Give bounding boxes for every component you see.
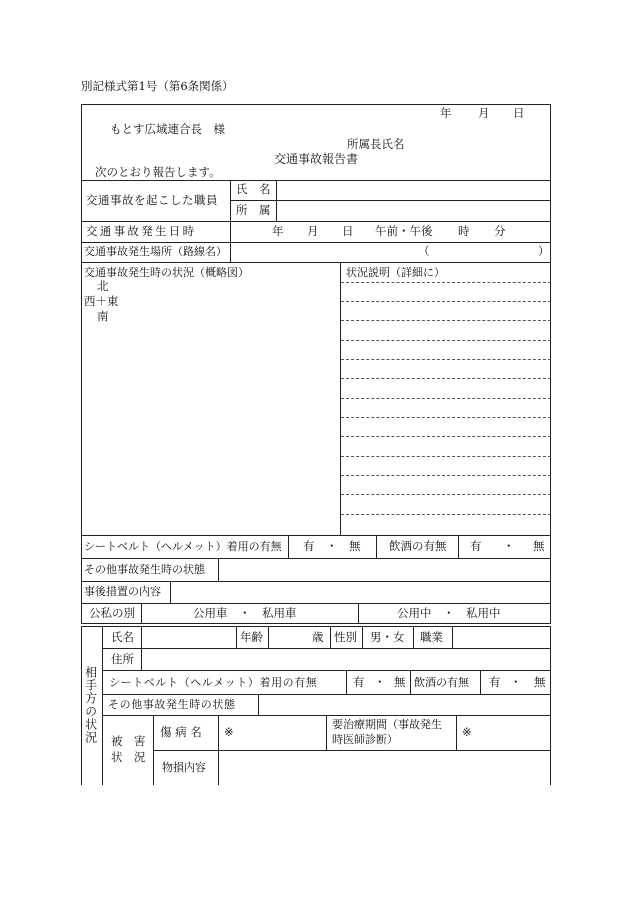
- description-label: 状況説明（詳細に）: [346, 266, 445, 279]
- alcohol-no[interactable]: 無: [533, 539, 545, 553]
- location-close-paren: ）: [538, 244, 550, 258]
- datetime-minute: 分: [494, 224, 506, 238]
- opponent-sex-value[interactable]: 男・女: [370, 630, 405, 644]
- rule: [452, 626, 453, 648]
- opponent-seatbelt-label: シートベルト（ヘルメット）着用の有無: [109, 676, 318, 689]
- rule: [218, 558, 219, 581]
- employee-label: 交通事故を起こした職員: [86, 193, 218, 207]
- rule: [141, 603, 142, 624]
- opponent-other-state-label: その他事故発生時の状態: [108, 698, 236, 711]
- opponent-age-label: 年齢: [240, 630, 263, 644]
- rule: [141, 626, 142, 648]
- location-field[interactable]: [432, 244, 536, 261]
- opponent-sex-label: 性別: [334, 630, 357, 644]
- seatbelt-no[interactable]: 無: [349, 539, 361, 553]
- sketch-label: 交通事故発生時の状況（概略図）: [84, 266, 249, 279]
- description-field[interactable]: [342, 283, 549, 533]
- datetime-label: 交通事故発生日時: [86, 224, 197, 238]
- alcohol-label: 飲酒の有無: [389, 539, 447, 553]
- opponent-address-field[interactable]: [143, 650, 549, 669]
- rule: [81, 626, 82, 785]
- alcohol-yes[interactable]: 有: [470, 539, 482, 553]
- rule: [81, 221, 551, 222]
- opponent-seatbelt-no[interactable]: 無: [394, 675, 406, 689]
- treatment-mark: ※: [462, 725, 472, 739]
- datetime-day: 日: [342, 224, 354, 238]
- rule: [230, 180, 231, 221]
- addressee: もとす広域連合長 様: [110, 122, 225, 136]
- rule: [153, 750, 551, 751]
- rule: [102, 626, 103, 785]
- rule: [81, 180, 551, 181]
- rule: [358, 603, 359, 624]
- opponent-seatbelt-separator: ・: [374, 675, 386, 689]
- other-state-label: その他事故発生時の状態: [84, 563, 205, 576]
- rule: [258, 694, 259, 715]
- rule: [170, 581, 171, 603]
- rule: [480, 670, 481, 694]
- rule: [268, 626, 269, 648]
- opponent-name-field[interactable]: [143, 628, 234, 647]
- rule: [550, 626, 551, 785]
- sender-label: 所属長氏名: [347, 137, 405, 151]
- opponent-seatbelt-yes[interactable]: 有: [353, 675, 365, 689]
- rule: [346, 670, 347, 694]
- injury-label: 傷 病 名: [160, 725, 202, 739]
- injury-mark: ※: [224, 725, 234, 739]
- property-label: 物損内容: [162, 761, 206, 774]
- compass-west-east: 西＋東: [84, 294, 119, 308]
- rule: [102, 670, 551, 671]
- opponent-name-label: 氏名: [111, 630, 134, 644]
- seatbelt-separator: ・: [326, 539, 338, 553]
- rule: [81, 626, 551, 627]
- opponent-address-label: 住所: [111, 652, 134, 666]
- other-state-field[interactable]: [220, 560, 549, 580]
- date-year: 年: [440, 106, 452, 120]
- employee-name-label: 氏 名: [236, 182, 271, 196]
- datetime-ampm: 午前・午後: [375, 224, 433, 238]
- public-private-label: 公私の別: [89, 606, 135, 620]
- rule: [81, 262, 551, 263]
- opponent-side-label: 相手方の状況: [83, 666, 98, 744]
- rule: [326, 715, 327, 750]
- rule: [236, 626, 237, 648]
- rule: [102, 648, 551, 649]
- opponent-other-state-field[interactable]: [260, 696, 549, 714]
- vehicle-type[interactable]: 公用車 ・ 私用車: [193, 606, 297, 620]
- seatbelt-label: シートベルト（ヘルメット）着用の有無: [84, 540, 282, 553]
- damage-label-line1: 被 害: [111, 734, 146, 748]
- opponent-alcohol-no[interactable]: 無: [534, 675, 546, 689]
- damage-label-line2: 状 況: [111, 750, 146, 764]
- seatbelt-yes[interactable]: 有: [303, 539, 315, 553]
- aftercare-field[interactable]: [172, 583, 549, 602]
- injury-field[interactable]: [238, 717, 324, 749]
- rule: [413, 626, 414, 648]
- rule: [141, 648, 142, 670]
- employee-dept-label: 所 属: [236, 203, 271, 217]
- rule: [330, 626, 331, 648]
- location-open-paren: （: [418, 244, 430, 258]
- treatment-label-line1: 要治療期間（事故発生: [332, 718, 442, 731]
- aftercare-label: 事後措置の内容: [84, 585, 161, 598]
- duty-type[interactable]: 公用中 ・ 私用中: [397, 606, 501, 620]
- employee-dept-field[interactable]: [278, 202, 549, 220]
- rule: [276, 180, 277, 221]
- rule: [456, 715, 457, 750]
- rule: [230, 200, 551, 201]
- rule: [362, 626, 363, 648]
- rule: [81, 558, 551, 559]
- sketch-canvas[interactable]: [82, 326, 338, 532]
- rule: [81, 242, 551, 243]
- date-day: 日: [513, 106, 525, 120]
- doc-title: 交通事故報告書: [274, 152, 359, 166]
- opponent-alcohol-yes[interactable]: 有: [489, 675, 501, 689]
- compass-north: 北: [97, 279, 109, 293]
- datetime-hour: 時: [458, 224, 470, 238]
- rule: [102, 694, 551, 695]
- rule: [376, 535, 377, 558]
- property-field[interactable]: [220, 752, 549, 784]
- opponent-job-field[interactable]: [454, 628, 549, 647]
- compass-south: 南: [97, 309, 109, 323]
- rule: [81, 535, 551, 536]
- form-id: 別記様式第1号（第6条関係）: [81, 79, 234, 93]
- treatment-field[interactable]: [476, 717, 549, 749]
- employee-name-field[interactable]: [278, 182, 549, 199]
- opponent-age-unit: 歳: [312, 630, 324, 644]
- rule: [410, 670, 411, 694]
- location-label: 交通事故発生場所（路線名）: [84, 245, 227, 258]
- rule: [230, 242, 231, 262]
- rule: [81, 603, 551, 604]
- opponent-alcohol-separator: ・: [510, 675, 522, 689]
- datetime-year: 年: [272, 224, 284, 238]
- alcohol-separator: ・: [503, 539, 515, 553]
- rule: [81, 581, 551, 582]
- opponent-alcohol-label: 飲酒の有無: [414, 676, 469, 689]
- opponent-job-label: 職業: [420, 630, 443, 644]
- datetime-month: 月: [307, 224, 319, 238]
- date-month: 月: [478, 106, 490, 120]
- rule: [230, 221, 231, 242]
- treatment-label-line2: 時医師診断）: [332, 733, 398, 746]
- rule: [458, 535, 459, 558]
- intro-text: 次のとおり報告します。: [95, 165, 221, 179]
- rule: [288, 535, 289, 558]
